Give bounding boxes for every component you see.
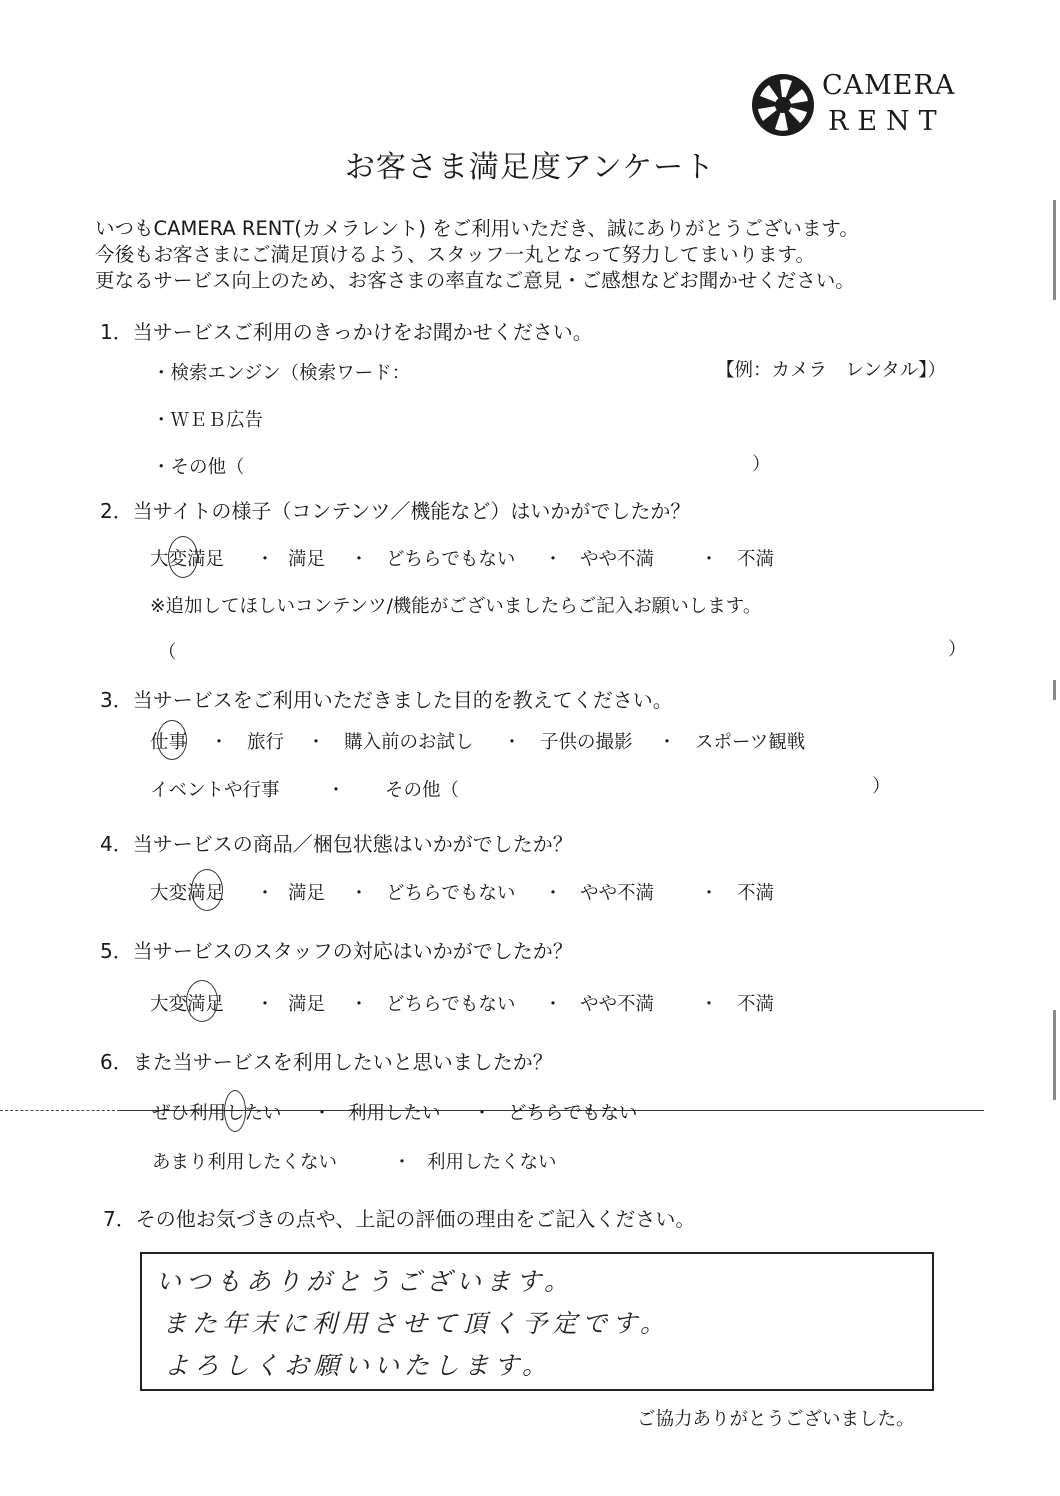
q3-option-sports[interactable]: スポーツ観戦 (695, 732, 806, 753)
logo-text-camera: CAMERA (822, 70, 956, 101)
separator: ・ (350, 994, 368, 1015)
q2-close-paren: ） (948, 639, 967, 660)
scan-artifact (1053, 200, 1056, 300)
selection-circle (157, 720, 187, 760)
page-title: お客さま満足度アンケート (344, 150, 716, 185)
separator: ・ (544, 994, 562, 1015)
q3-option-travel[interactable]: 旅行 (247, 732, 285, 753)
selection-circle (168, 536, 198, 578)
scan-artifact (1053, 1010, 1056, 1100)
q1-search-example: 【例：カメラ レンタル】） (716, 360, 947, 381)
selection-circle (191, 869, 223, 911)
q3-option-other[interactable]: その他（ (385, 780, 460, 801)
scan-dashed-line (0, 1110, 120, 1111)
comment-line-1: いつもありがとうございます。 (156, 1267, 575, 1296)
q6-option-no[interactable]: 利用したくない (427, 1152, 557, 1173)
question-7-label: 7．その他お気づきの点や、上記の評価の理由をご記入ください。 (103, 1207, 696, 1231)
separator: ・ (503, 732, 521, 753)
separator: ・ (350, 549, 368, 570)
q2-option-neutral[interactable]: どちらでもない (386, 549, 516, 570)
camera-rent-logo (750, 70, 956, 140)
q5-option-very-satisfied[interactable]: 大変満足 (150, 994, 225, 1015)
comment-line-2: また年末に利用させて頂く予定です。 (162, 1309, 671, 1338)
q3-option-event[interactable]: イベントや行事 (150, 780, 280, 801)
q1-option-search-engine[interactable]: ・検索エンジン（検索ワード： (152, 363, 411, 384)
separator: ・ (256, 549, 274, 570)
q4-option-neutral[interactable]: どちらでもない (386, 883, 516, 904)
separator: ・ (700, 994, 718, 1015)
separator: ・ (700, 883, 718, 904)
q4-option-dissatisfied[interactable]: 不満 (737, 883, 775, 904)
q2-note: ※追加してほしいコンテンツ/機能がございましたらご記入お願いします。 (150, 596, 762, 617)
q2-option-somewhat-dissatisfied[interactable]: やや不満 (580, 549, 655, 570)
separator: ・ (256, 994, 274, 1015)
q2-option-satisfied[interactable]: 満足 (288, 549, 326, 570)
selection-circle (186, 980, 218, 1022)
q3-option-children[interactable]: 子供の撮影 (540, 732, 633, 753)
separator: ・ (307, 732, 325, 753)
logo-text-rent: RENT (828, 106, 946, 137)
q5-option-somewhat-dissatisfied[interactable]: やや不満 (580, 994, 655, 1015)
separator: ・ (210, 732, 228, 753)
separator: ・ (350, 883, 368, 904)
q1-option-web-ad[interactable]: ・ＷＥＢ広告 (152, 410, 264, 431)
q2-option-very-satisfied[interactable]: 大変満足 (150, 549, 225, 570)
separator: ・ (544, 549, 562, 570)
q6-option-neutral[interactable]: どちらでもない (508, 1103, 638, 1124)
separator: ・ (393, 1152, 411, 1173)
q1-other-close: ） (752, 454, 771, 475)
q5-option-dissatisfied[interactable]: 不満 (737, 994, 775, 1015)
question-1-label: 1．当サービスご利用のきっかけをお聞かせください。 (100, 320, 593, 344)
separator: ・ (256, 883, 274, 904)
scan-artifact (1053, 680, 1056, 700)
q6-option-not-really[interactable]: あまり利用したくない (152, 1152, 338, 1173)
q4-option-very-satisfied[interactable]: 大変満足 (150, 883, 225, 904)
q2-open-paren: （ (158, 642, 177, 663)
intro-line-2: 今後もお客さまにご満足頂けるよう、スタッフ一丸となって努力してまいります。 (95, 243, 815, 266)
selection-circle (224, 1090, 246, 1132)
q3-option-work[interactable]: 仕事 (150, 732, 188, 753)
q3-other-close: ） (872, 776, 891, 797)
q5-option-neutral[interactable]: どちらでもない (386, 994, 516, 1015)
footer-thanks: ご協力ありがとうございました。 (637, 1409, 915, 1430)
intro-line-3: 更なるサービス向上のため、お客さまの率直なご意見・ご感想などお聞かせください。 (95, 269, 855, 292)
q6-option-yes[interactable]: 利用したい (348, 1103, 441, 1124)
comment-line-3: よろしくお願いいたします。 (164, 1351, 553, 1380)
question-3-label: 3．当サービスをご利用いただきました目的を教えてください。 (100, 688, 673, 712)
separator: ・ (313, 1103, 331, 1124)
q4-option-somewhat-dissatisfied[interactable]: やや不満 (580, 883, 655, 904)
intro-line-1: いつもCAMERA RENT(カメラレント) をご利用いただき、誠にありがとうございます。 (95, 217, 859, 240)
question-2-label: 2．当サイトの様子（コンテンツ／機能など）はいかがでしたか？ (100, 499, 691, 523)
q4-option-satisfied[interactable]: 満足 (288, 883, 326, 904)
shutter-icon (750, 72, 816, 138)
separator: ・ (544, 883, 562, 904)
separator: ・ (327, 780, 345, 801)
q6-option-definitely[interactable]: ぜひ利用したい (152, 1103, 282, 1124)
q2-option-dissatisfied[interactable]: 不満 (737, 549, 775, 570)
separator: ・ (700, 549, 718, 570)
q5-option-satisfied[interactable]: 満足 (288, 994, 326, 1015)
separator: ・ (658, 732, 676, 753)
question-5-label: 5．当サービスのスタッフの対応はいかがでしたか？ (100, 939, 573, 963)
q1-option-other[interactable]: ・その他（ (152, 457, 245, 478)
separator: ・ (473, 1103, 491, 1124)
question-4-label: 4．当サービスの商品／梱包状態はいかがでしたか？ (100, 832, 573, 856)
q3-option-trial[interactable]: 購入前のお試し (344, 732, 474, 753)
question-6-label: 6．また当サービスを利用したいと思いましたか？ (100, 1050, 553, 1074)
